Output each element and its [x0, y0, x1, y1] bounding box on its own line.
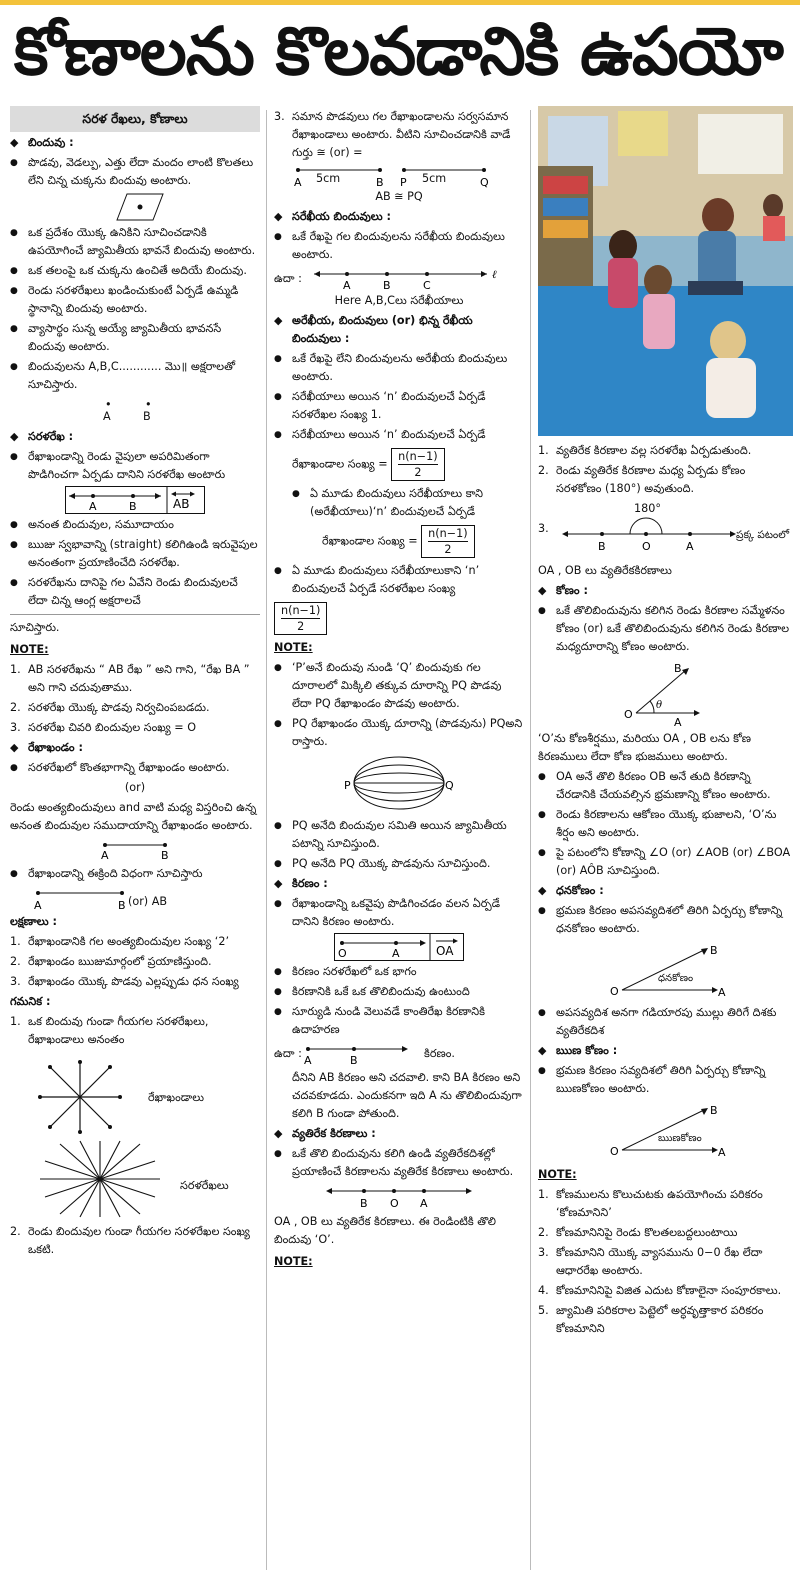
- or-ab-notation: (or) AB: [128, 895, 168, 908]
- numbered-text: సరళరేఖ చివరి బిందువుల సంఖ్య = O: [28, 721, 197, 734]
- numbered-item: 1. ఒక బిందువు గుండా గీయగల సరళరేఖలు, రేఖాఖండాలు అనంతం: [10, 1015, 209, 1046]
- heading-sarekhiya: ◆ సరేఖీయ బిందువులు :: [274, 208, 524, 226]
- svg-text:B: B: [350, 1054, 358, 1067]
- bullet: ● సరేఖీయాలు అయిన ‘n’ బిందువులచే ఏర్పడే సరళరేఖల సంఖ్య 1.: [274, 388, 524, 424]
- fraction-denominator: 2: [444, 543, 452, 556]
- numbered-item: 3. సరళరేఖ చివరి బిందువుల సంఖ్య = O: [10, 721, 197, 734]
- bullet: ● రేఖాఖండాన్ని ఈక్రింది విధంగా సూచిస్తారు: [10, 865, 260, 883]
- segment-length: 5cm: [316, 172, 341, 185]
- segment-length: 5cm: [422, 172, 447, 185]
- numbered-item: 2. కోణమానినిపై రెండు కొలతలబద్దలుంటాయి: [538, 1226, 738, 1239]
- svg-text:O: O: [390, 1197, 399, 1210]
- svg-text:AB: AB: [173, 497, 190, 511]
- segment-notation: [10, 885, 260, 913]
- svg-text:B: B: [710, 1104, 718, 1117]
- segments-count-formula: [292, 448, 524, 481]
- numbered-item: 3. సమాన పొడవులు గల రేఖాఖండాలను సర్వసమాన రేఖాఖండాలు అంటారు. వీటిని సూచించడానికి వాడే గుర్తు ≅ (or) =: [274, 110, 511, 159]
- svg-text:ℓ: ℓ: [492, 268, 497, 281]
- numbered-text: కోణమానిని యొక్క వ్యాసమును 0−0 రేఖ లేదా ఆధారరేఖ అంటారు.: [556, 1246, 763, 1277]
- note-heading: NOTE:: [274, 641, 313, 654]
- bullet: ● PQ అనేది బిందువుల సమితి అయిన జ్యామితీయ పటాన్ని సూచిస్తుంది.: [274, 817, 524, 853]
- svg-text:A: A: [420, 1197, 428, 1210]
- bullet: ● పొడవు, వెడల్పు, ఎత్తు లేదా మందం లాంటి కొలతలు లేని చిన్న చుక్కను బిందువు అంటారు.: [10, 154, 260, 190]
- or-label: (or): [124, 781, 146, 794]
- svg-text:A: A: [101, 849, 109, 862]
- bullet: ● కిరణం సరళరేఖలో ఒక భాగం: [274, 963, 524, 981]
- heading-sarala-rekha: ◆ సరళరేఖ :: [10, 428, 260, 446]
- point-parallelogram-figure: [105, 192, 165, 222]
- svg-text:A: A: [392, 947, 400, 960]
- numbered-item: 1. కోణములను కొలుచుటకు ఉపయోగించు పరికరం ‘కోణమానిని’: [538, 1188, 763, 1219]
- fraction-denominator: 2: [297, 620, 305, 633]
- fraction-numerator: n(n−1): [281, 604, 321, 617]
- numbered-item: 3. కోణమానిని యొక్క వ్యాసమును 0−0 రేఖ లేదా ఆధారరేఖ అంటారు.: [538, 1246, 763, 1277]
- svg-text:A: A: [343, 279, 351, 292]
- bullet: ● సూర్యుడి నుండి వెలువడే కాంతిరేఖ కిరణానికి ఉదాహరణ: [274, 1003, 524, 1039]
- ray-oa-figure: [334, 933, 464, 961]
- pq-arcs-figure: [344, 753, 454, 815]
- fraction-numerator: n(n−1): [428, 527, 468, 540]
- label-b: B: [143, 410, 151, 423]
- numbered-item: 1. రేఖాఖండానికి గల అంత్యబిందువుల సంఖ్య ‘2’: [10, 935, 229, 948]
- column-middle: [274, 106, 524, 1271]
- heading-bindu: ◆ బిందువు :: [10, 134, 260, 152]
- svg-text:B: B: [360, 1197, 368, 1210]
- bullet: ● రేఖాఖండాన్ని ఒకవైపు పొడిగించడం వలన ఏర్పడే దానిని కిరణం అంటారు.: [274, 895, 524, 931]
- label-a: A: [103, 410, 111, 423]
- page-headline: కోణాలను కొలవడానికి ఉపయో: [14, 13, 783, 90]
- numbered-text: సమాన పొడవులు గల రేఖాఖండాలను సర్వసమాన రేఖాఖండాలు అంటారు. వీటిని సూచించడానికి వాడే గుర్తు ≅ (or) =: [292, 110, 511, 159]
- section-title: సరళ రేఖలు, కోణాలు: [10, 106, 260, 132]
- heading-rekhakhandam: ◆ రేఖాఖండం :: [10, 739, 260, 757]
- numbered-item: 2. రేఖాఖండం ఋజుమార్గంలో ప్రయాణిస్తుంది.: [10, 955, 212, 968]
- svg-text:A: A: [89, 500, 97, 513]
- opposite-rays-figure: [324, 1183, 474, 1211]
- numbered-text: రెండు వ్యతిరేక కిరణాల మధ్య ఏర్పడు కోణం సరళకోణం (180°) అవుతుంది.: [556, 464, 746, 495]
- svg-text:A: A: [686, 540, 694, 553]
- label-saralarekhalu: సరళరేఖలు: [180, 1179, 229, 1192]
- svg-text:O: O: [610, 1145, 619, 1158]
- note-heading: NOTE:: [538, 1168, 577, 1181]
- bullet: ● భ్రమణ కిరణం అపసవ్యదిశలో తిరిగి ఏర్పర్చు కోణాన్ని ధనకోణం అంటారు.: [538, 902, 793, 938]
- numbered-item: 3. రేఖాఖండం యొక్క పొడవు ఎల్లప్పుడు ధన సంఖ్య: [10, 975, 239, 988]
- svg-text:A: A: [304, 1054, 312, 1067]
- bullet: ● ఒక ప్రదేశం యొక్క ఉనికిని సూచించడానికి ఉపయోగించే జ్యామితీయ భావనే బిందువు అంటారు.: [10, 224, 260, 260]
- svg-text:O: O: [610, 985, 619, 998]
- svg-text:P: P: [400, 176, 407, 188]
- bullet: ● PQ అనేది PQ యొక్క పొడవును సూచిస్తుంది.: [274, 855, 524, 873]
- formula-label: రేఖాఖండాల సంఖ్య =: [292, 457, 388, 471]
- side-figure-label: ప్రక్క పటంలో: [736, 529, 790, 541]
- classroom-photo: [538, 106, 793, 436]
- points-ab-figure: • A • B: [10, 396, 260, 426]
- straight-angle-figure: 3. B O A 180° ప్రక్క పటంలో: [538, 500, 793, 560]
- numbered-text: AB సరళరేఖను “ AB రేఖ ” అని గాని, “రేఖ BA ” అని గాని చదువుతాము.: [28, 663, 250, 694]
- lines-star-figure: [35, 1139, 165, 1219]
- svg-text:A: A: [34, 899, 42, 912]
- numbered-item: 2. రెండు వ్యతిరేక కిరణాల మధ్య ఏర్పడు కోణం సరళకోణం (180°) అవుతుంది.: [538, 464, 746, 495]
- numbered-text: కోణములను కొలుచుటకు ఉపయోగించు పరికరం ‘కోణమానిని’: [556, 1188, 763, 1219]
- sub-bullet: ● ఏ మూడు బిందువులు సరేఖీయాలు కాని (అరేఖీయాలు)‘n’ బిందువులచే ఏర్పడే: [292, 485, 524, 521]
- bullet: ● సరేఖీయాలు అయిన ‘n’ బిందువులచే ఏర్పడే: [274, 426, 524, 444]
- negative-angle-label: ఋణకోణం: [658, 1133, 702, 1144]
- bullet: ● OA అనే తొలి కిరణం OB అనే తుది కిరణాన్ని చేరడానికి చేయవల్సిన భ్రమణాన్ని కోణం అంటారు.: [538, 768, 793, 804]
- heading-arekhiya: ◆ అరేఖీయ, బిందువులు (or) భిన్న రేఖీయ బిందువులు :: [274, 312, 524, 348]
- svg-text:P: P: [344, 779, 351, 792]
- numbered-item: 2. సరళరేఖ యొక్క పొడవు నిర్వచింపబడదు.: [10, 701, 210, 714]
- angle-aob-figure: [616, 658, 716, 728]
- column-divider: [266, 110, 267, 1570]
- svg-text:O: O: [623, 708, 633, 721]
- congruent-segments-figure: [274, 164, 524, 188]
- svg-text:B: B: [383, 279, 391, 292]
- svg-text:Q: Q: [445, 779, 454, 792]
- column-right: [538, 106, 793, 1340]
- example-label: ఉదా :: [274, 272, 302, 285]
- bullet: ● ‘P’అనే బిందువు నుండి ‘Q’ బిందువుకు గల దూరాలలో మిక్కిలి తక్కువ దూరాన్ని PQ పొడవు లేదా PQ రేఖాఖండం పొడవు అంటారు.: [274, 659, 524, 713]
- numbered-text: వ్యతిరేక కిరణాల వల్ల సరళరేఖ ఏర్పడుతుంది.: [556, 444, 752, 457]
- svg-text:A: A: [718, 1146, 726, 1159]
- bullet: ● అపసవ్యదిశ అనగా గడియారపు ముల్లు తిరిగే దిశకు వ్యతిరేకదిశ: [538, 1004, 793, 1040]
- ray-ab-figure: [304, 1041, 414, 1067]
- numbered-item: 1. AB సరళరేఖను “ AB రేఖ ” అని గాని, “రేఖ BA ” అని గాని చదువుతాము.: [10, 663, 250, 694]
- svg-text:B: B: [598, 540, 606, 553]
- svg-text:A: A: [294, 176, 302, 188]
- paragraph: OA , OB లు వ్యతిరేక కిరణాలు. ఈ రెండింటికి తొలి బిందువు ‘O’.: [274, 1215, 497, 1246]
- note-heading: NOTE:: [10, 643, 49, 656]
- formula-fraction: [274, 602, 327, 635]
- bullet: ● భ్రమణ కిరణం సవ్యదిశలో తిరిగి ఏర్పర్చు కోణాన్ని ఋణకోణం అంటారు.: [538, 1062, 793, 1098]
- divider: [10, 614, 260, 615]
- paragraph: రెండు అంత్యబిందువులు and వాటి మధ్య విస్తరించి ఉన్న అనంత బిందువుల సముదాయాన్ని రేఖాఖండం అంటారు.: [10, 801, 257, 832]
- formula-label: రేఖాఖండాల సంఖ్య =: [322, 534, 418, 548]
- heading-konam: ◆ కోణం :: [538, 582, 793, 600]
- bullet: ● రెండు కిరణాలను ఆకోణం యొక్క భుజాలని, ‘O’ను శీర్షం అని అంటారు.: [538, 806, 793, 842]
- svg-text:A: A: [718, 986, 726, 999]
- segment-ab-figure: [95, 837, 175, 863]
- numbered-item: 1. వ్యతిరేక కిరణాల వల్ల సరళరేఖ ఏర్పడుతుంది.: [538, 444, 752, 457]
- negative-angle-figure: [538, 1100, 793, 1162]
- congruence-statement: AB ≅ PQ: [375, 190, 423, 203]
- svg-text:Q: Q: [480, 176, 489, 188]
- heading-runa-konam: ◆ ఋణ కోణం :: [538, 1042, 793, 1060]
- bullet: ● ఒకే తొలిబిందువును కలిగిన రెండు కిరణాల సమ్మేళనం కోణం (or) ఒకే తొలిబిందువును కలిగిన రెండు కిరణాల మధ్యదూరాన్ని కోణం అంటారు.: [538, 602, 793, 656]
- numbered-item: 5. జ్యామితి పరికరాల పెట్టెలో అర్ధవృత్తాకార పరికరం కోణమానిని: [538, 1304, 764, 1335]
- paragraph: OA , OB లు వ్యతిరేకకిరణాలు: [538, 564, 672, 577]
- numbered-item: 4. కోణమానినిపై విజిత ఎదుట కోణాలైనా సంపూరకాలు.: [538, 1284, 782, 1297]
- numbered-item: 2. రెండు బిందువుల గుండా గీయగల సరళరేఖల సంఖ్య ఒకటి.: [10, 1225, 250, 1256]
- heading-opposite-rays: ◆ వ్యతిరేక కిరణాలు :: [274, 1125, 524, 1143]
- heading-kiranam: ◆ కిరణం :: [274, 875, 524, 893]
- column-divider: [530, 110, 531, 1570]
- top-accent-bar: [0, 0, 800, 5]
- numbered-text: జ్యామితి పరికరాల పెట్టెలో అర్ధవృత్తాకార పరికరం కోణమానిని: [556, 1304, 764, 1335]
- note-heading: NOTE:: [274, 1255, 313, 1268]
- collinear-caption: Here A,B,Cలు సరేఖీయాలు: [334, 294, 464, 307]
- svg-text:θ: θ: [655, 700, 662, 711]
- numbered-text: ఒక బిందువు గుండా గీయగల సరళరేఖలు, రేఖాఖండాలు అనంతం: [28, 1015, 209, 1046]
- bullet: ● PQ రేఖాఖండం యొక్క దూరాన్ని (పొడవును) PQఅని రాస్తారు.: [274, 715, 524, 751]
- concurrent-lines-figure: [10, 1051, 260, 1221]
- svg-text:B: B: [129, 500, 137, 513]
- svg-text:O: O: [338, 947, 347, 960]
- label-rekhakhandalu: రేఖాఖండాలు: [148, 1091, 205, 1104]
- degree-label: 180°: [634, 502, 661, 515]
- segments-count-formula-2: [322, 525, 524, 558]
- collinear-example: [274, 266, 524, 292]
- lines-count-formula: [274, 602, 524, 635]
- column-left: [10, 106, 260, 1261]
- svg-text:O: O: [642, 540, 651, 553]
- svg-text:B: B: [710, 944, 718, 957]
- svg-text:B: B: [118, 899, 126, 912]
- bullet: ● ఒకే రేఖపై లేని బిందువులను అరేఖీయ బిందువులు అంటారు.: [274, 350, 524, 386]
- bullet: ● రేఖాఖండాన్ని రెండు వైపులా అపరిమితంగా పొడిగించగా ఏర్పడు దానిని సరళరేఖ అంటారు: [10, 448, 260, 484]
- continued-text: సూచిస్తారు.: [10, 621, 60, 634]
- ray-label: కిరణం.: [424, 1047, 455, 1060]
- bullet: ● ఒకే రేఖపై గల బిందువులను సరేఖీయ బిందువులు అంటారు.: [274, 228, 524, 264]
- numbered-text: కోణమానినిపై రెండు కొలతలబద్దలుంటాయి: [556, 1226, 738, 1239]
- heading-ganika: గమనిక :: [10, 995, 51, 1008]
- formula-fraction: [421, 525, 474, 558]
- numbered-text: రేఖాఖండానికి గల అంత్యబిందువుల సంఖ్య ‘2’: [28, 935, 229, 948]
- positive-angle-label: ధనకోణం: [658, 973, 694, 984]
- numbered-text: కోణమానినిపై విజిత ఎదుట కోణాలైనా సంపూరకాలు.: [556, 1284, 782, 1297]
- bullet: ● ఏ మూడు బిందువులు సరేఖీయాలుకాని ‘n’ బిందువులచే ఏర్పడే సరళరేఖల సంఖ్య: [274, 562, 524, 598]
- collinear-line-figure: [312, 266, 502, 292]
- heading-dhana-konam: ◆ ధనకోణం :: [538, 882, 793, 900]
- bullet: ● వ్యాసార్థం సున్న అయ్యే జ్యామితీయ భావనసే బిందువు అంటారు.: [10, 320, 260, 356]
- bullet: ● ఋజు స్వభావాన్ని (straight) కలిగిఉండి ఇరువైపుల అనంతంగా ప్రయాణించేది సరళరేఖ.: [10, 536, 260, 572]
- svg-text:B: B: [673, 662, 682, 675]
- fraction-denominator: 2: [414, 466, 422, 479]
- bullet: ● అనంత బిందువుల, సమూదాయం: [10, 516, 260, 534]
- paragraph: ‘O’ను కోణశీర్షము, మరియు OA , OB లను కోణ కిరణములు లేదా కోణ భుజములు అంటారు.: [538, 732, 752, 763]
- paragraph: దీనిని AB కిరణం అని చదవాలి. కాని BA కిరణం అని చదవకూడదు. ఎందుకనగా ఇది A ను తొలిబిందువుగా కలిగి B గుండా పోతుంది.: [292, 1071, 522, 1120]
- heading-lakshanalu: లక్షణాలు :: [10, 915, 57, 928]
- numbered-text: సరళరేఖ యొక్క పొడవు నిర్వచింపబడదు.: [28, 701, 210, 714]
- bullet: ● కిరణానికి ఒకే ఒక తొలిబిందువు ఉంటుంది: [274, 983, 524, 1001]
- svg-text:B: B: [376, 176, 384, 188]
- segments-star-figure: [35, 1057, 125, 1137]
- bullet: ● రెండు సరళరేఖలు ఖండించుకుంటే ఏర్పడే ఉమ్మడి స్థానాన్ని బిందువు అంటారు.: [10, 282, 260, 318]
- bullet: ● ఒకే తొలి బిందువును కలిగి ఉండి వ్యతిరేకదిశల్లో ప్రయాణించే కిరణాలను వ్యతిరేక కిరణాలు అంటారు.: [274, 1145, 524, 1181]
- bullet: ● పై పటంలోని కోణాన్ని ∠O (or) ∠AOB (or) ∠BOA (or) AÔB సూచిస్తుంది.: [538, 844, 793, 880]
- formula-fraction: [391, 448, 444, 481]
- example-label: ఉదా :: [274, 1047, 302, 1060]
- numbered-text: రెండు బిందువుల గుండా గీయగల సరళరేఖల సంఖ్య ఒకటి.: [28, 1225, 250, 1256]
- svg-text:A: A: [673, 716, 682, 728]
- segment-figure: [32, 885, 142, 913]
- line-ab-figure: [65, 486, 205, 514]
- positive-angle-figure: [538, 940, 793, 1002]
- numbered-text: రేఖాఖండం ఋజుమార్గంలో ప్రయాణిస్తుంది.: [28, 955, 212, 968]
- svg-text:OA: OA: [436, 944, 454, 958]
- fraction-numerator: n(n−1): [398, 450, 438, 463]
- ray-example: [274, 1041, 524, 1067]
- bullet: ● సరళరేఖలో కొంతభాగాన్ని రేఖాఖండం అంటారు.: [10, 759, 260, 777]
- svg-text:C: C: [423, 279, 431, 292]
- bullet: ● ఒక తలంపై ఒక చుక్కను ఉంచితే అదియే బిందువు.: [10, 262, 260, 280]
- bullet: ● బిందువులను A,B,C............ మొ॥ అక్షరాలతో సూచిస్తారు.: [10, 358, 260, 394]
- bullet: ● సరళరేఖను దానిపై గల ఏవేని రెండు బిందువులచే లేదా చిన్న ఆంగ్ల అక్షరాలచే: [10, 574, 260, 610]
- svg-text:B: B: [161, 849, 169, 862]
- numbered-text: రేఖాఖండం యొక్క పొడవు ఎల్లప్పుడు ధన సంఖ్య: [28, 975, 239, 988]
